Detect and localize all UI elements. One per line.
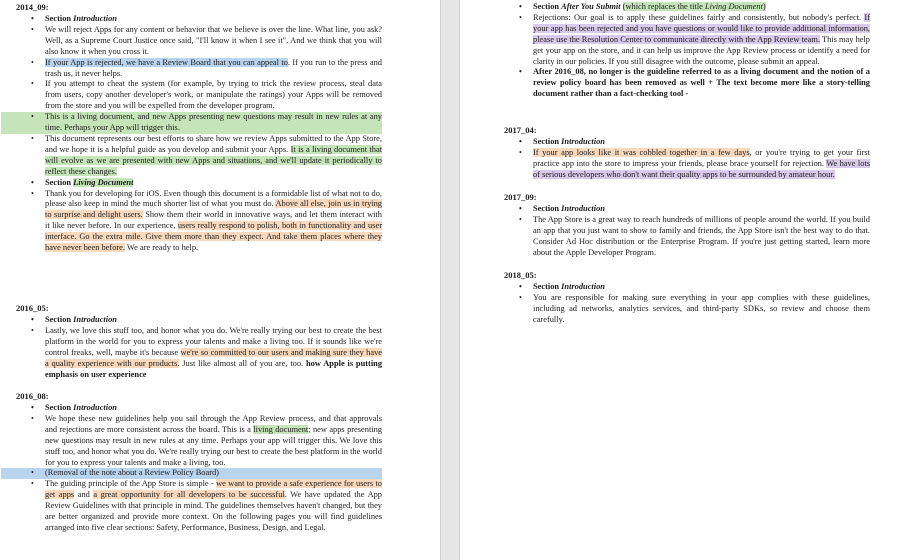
- bullet-list: [16, 403, 382, 534]
- date-heading: 2017_04:: [504, 125, 537, 135]
- highlight-orange: If your app looks like it was cobbled together in a few days: [533, 147, 750, 157]
- list-item: [16, 326, 382, 381]
- list-item: • The App Store is a great way to reach hundreds of millions of people around the world. If you build an app that you just want to show to family and friends, the App Store isn't the best way to do that. Consider Ad Hoc distribution or the Enterprise Program. If you're just getting started, learn more about the Apple Developer Program.: [504, 215, 870, 259]
- section-title: Introduction: [73, 14, 117, 23]
- section-label: Section: [45, 14, 74, 23]
- bullet-list: [504, 282, 870, 326]
- highlight-orange: users really respond to polish, both in functionality and user interface. Go the extra mile. Give them more than they expect. And take them places where they have never been before.: [45, 221, 382, 253]
- list-item: • After 2016_08, no longer is the guideline referred to as a living document and the notion of a review policy board has been removed as well + The text become more like a story-telling document rather than a fact-checking tool -: [504, 67, 870, 100]
- section-label: Section: [533, 204, 562, 213]
- date-heading: 2017_09:: [504, 192, 537, 202]
- list-item: [16, 178, 382, 189]
- section-2014-09: [16, 2, 382, 254]
- highlight-orange: a great opportunity for all developers to be successful: [93, 490, 285, 500]
- highlight-blue: If your App is rejected, we have a Review Board that you can appeal to: [45, 57, 288, 67]
- section-title: After You Submit: [561, 2, 621, 11]
- text-run: ): [762, 2, 766, 11]
- list-item: [504, 204, 870, 215]
- date-heading: 2016_08:: [16, 391, 49, 401]
- section-title: Introduction: [73, 315, 117, 324]
- list-item: [16, 58, 382, 80]
- text-run: Living Document: [705, 2, 763, 11]
- list-item: • If you attempt to cheat the system (for example, by trying to trick the review process, steal data from users, copy another developer's work, or manipulate the ratings) your Apps will be removed from the store and you will be expelled from the developer program.: [16, 79, 382, 112]
- section-title: Introduction: [561, 204, 605, 213]
- text-run: Just like almost all of you are, too.: [179, 358, 306, 368]
- section-2016-08: [16, 391, 382, 534]
- bullet-list: [504, 204, 870, 259]
- list-item: [504, 2, 870, 13]
- list-item: [16, 14, 382, 25]
- annotation-note: how Apple is putting emphasis on user experience: [45, 358, 383, 379]
- section-title: Living Document: [73, 177, 134, 187]
- section-continued: [504, 2, 870, 100]
- highlight-orange: Above all else, join us in trying to surprise and delight users.: [45, 199, 382, 220]
- date-heading: 2014_09:: [16, 2, 49, 12]
- text-run: Show them their world in innovative ways, and let them interact with it like never before. In our experience,: [45, 210, 382, 231]
- section-2017-09: [504, 192, 870, 259]
- section-label: Section: [45, 177, 74, 187]
- text-run: We hope these new guidelines help you sail through the App Review process, and that approvals and rejections are more consistent across the board. This is a: [45, 413, 382, 434]
- text-run: . We have updated the App Review Guidelines with that principle in mind. The guidelines themselves haven't changed, but they are better organized and provide more context. On the following pages you will find guidelines arranged into five clear sections: Safety, Performance, Business, Design, and Legal.: [45, 490, 382, 532]
- text-run: (which replaces the title: [622, 2, 705, 11]
- text-run: , or you're trying to get your first practice app into the store to impress your friends, please brace yourself for rejection.: [533, 147, 870, 168]
- list-item-highlighted: • This is a living document, and new Apps presenting new questions may result in new rules at any time. Perhaps your App will trigger this.: [1, 112, 382, 134]
- list-item-highlighted: • (Removal of the note about a Review Policy Board): [1, 468, 382, 479]
- bullet-list: [16, 315, 382, 380]
- section-title: Introduction: [561, 137, 605, 146]
- left-page: [0, 0, 420, 560]
- list-item: • You are responsible for making sure everything in your app complies with these guidelines, including ad networks, analytics services, and third-party SDKs, so review and choose them carefully.: [504, 293, 870, 326]
- bullet-list: [16, 14, 382, 254]
- section-label: Section: [45, 315, 74, 324]
- highlight-orange: we're so committed to our users and making sure they have a quality experience with our products.: [45, 347, 382, 368]
- text-run: Thank you for developing for iOS. Even though this document is a formidable list of what not to do, please also keep in mind the much shorter list of what you must do.: [45, 188, 382, 209]
- text-run: This document represents our best efforts to share how we review Apps submitted to the App Store, and we hope it is a helpful guide as you develop and submit your Apps.: [45, 133, 382, 154]
- list-item: [504, 13, 870, 68]
- date-heading: 2016_05:: [16, 303, 49, 313]
- text-run: Rejections: Our goal is to apply these guidelines fairly and consistently, but nobody's perfect.: [533, 12, 865, 22]
- list-item: [504, 137, 870, 148]
- highlight-green: [623, 2, 766, 11]
- list-item: [16, 403, 382, 414]
- section-title: Introduction: [561, 282, 605, 291]
- list-item: [504, 148, 870, 181]
- highlight-purple: If your app has been rejected and you have questions or would like to provide additional information, please use the Resolution Center to communicate directly with the App Review team.: [533, 12, 870, 44]
- section-label: Section: [45, 403, 74, 412]
- section-2017-04: [504, 125, 870, 181]
- text-run: We are ready to help.: [124, 243, 199, 253]
- section-2016-05: [16, 303, 382, 380]
- list-item: [16, 315, 382, 326]
- text-run: This may help get your app on the store, and it can help us improve the App Review process or identify a need for clarity in our policies. If you still disagree with the outcome, please submit an appeal.: [533, 34, 870, 66]
- page-gutter: [440, 0, 460, 560]
- text-run: The guiding principle of the App Store is simple -: [45, 479, 217, 489]
- highlight-green: living document: [253, 424, 309, 434]
- highlight-purple: We have lots of serious developers who don't want their quality apps to be surrounded by amateur hour.: [533, 158, 870, 179]
- right-page: [478, 0, 898, 560]
- section-2018-05: [504, 270, 870, 326]
- text-run: . If you run to the press and trash us, it never helps.: [45, 57, 382, 78]
- section-label: Section: [533, 282, 562, 291]
- list-item: [16, 414, 382, 469]
- section-title: Introduction: [73, 403, 117, 412]
- text-run: Lastly, we love this stuff too, and honor what you do. We're really trying our best to create the best platform in the world for you to express your talents and make a living too. If it sounds like we're control freaks, well, maybe it's because: [45, 325, 382, 357]
- text-run: ; new apps presenting new questions may result in new rules at any time. Perhaps your app will trigger this. We love this stuff too, and honor what you do. We're really trying our best to create the best platform in the world for you to express your talents and make a living, too.: [45, 424, 382, 467]
- list-item: [16, 479, 382, 534]
- list-item: [504, 282, 870, 293]
- bullet-list: [504, 2, 870, 100]
- text-run: and: [74, 490, 94, 500]
- highlight-orange: we want to provide a safe experience for users to get apps: [45, 479, 382, 500]
- date-heading: 2018_05:: [504, 270, 537, 280]
- section-label: Section: [533, 137, 562, 146]
- section-label: Section: [533, 2, 562, 11]
- highlight-green: It is a living document that will evolve as we are presented with new Apps and situations, and we'll update it periodically to reflect these changes.: [45, 144, 382, 176]
- bullet-list: [504, 137, 870, 181]
- list-item: [16, 189, 382, 254]
- list-item: • We will reject Apps for any content or behavior that we believe is over the line. What line, you ask? Well, as a Supreme Court Justice once said, "I'll know it when I see it". And we think that you will also know it when you cross it.: [16, 25, 382, 58]
- list-item: [16, 134, 382, 178]
